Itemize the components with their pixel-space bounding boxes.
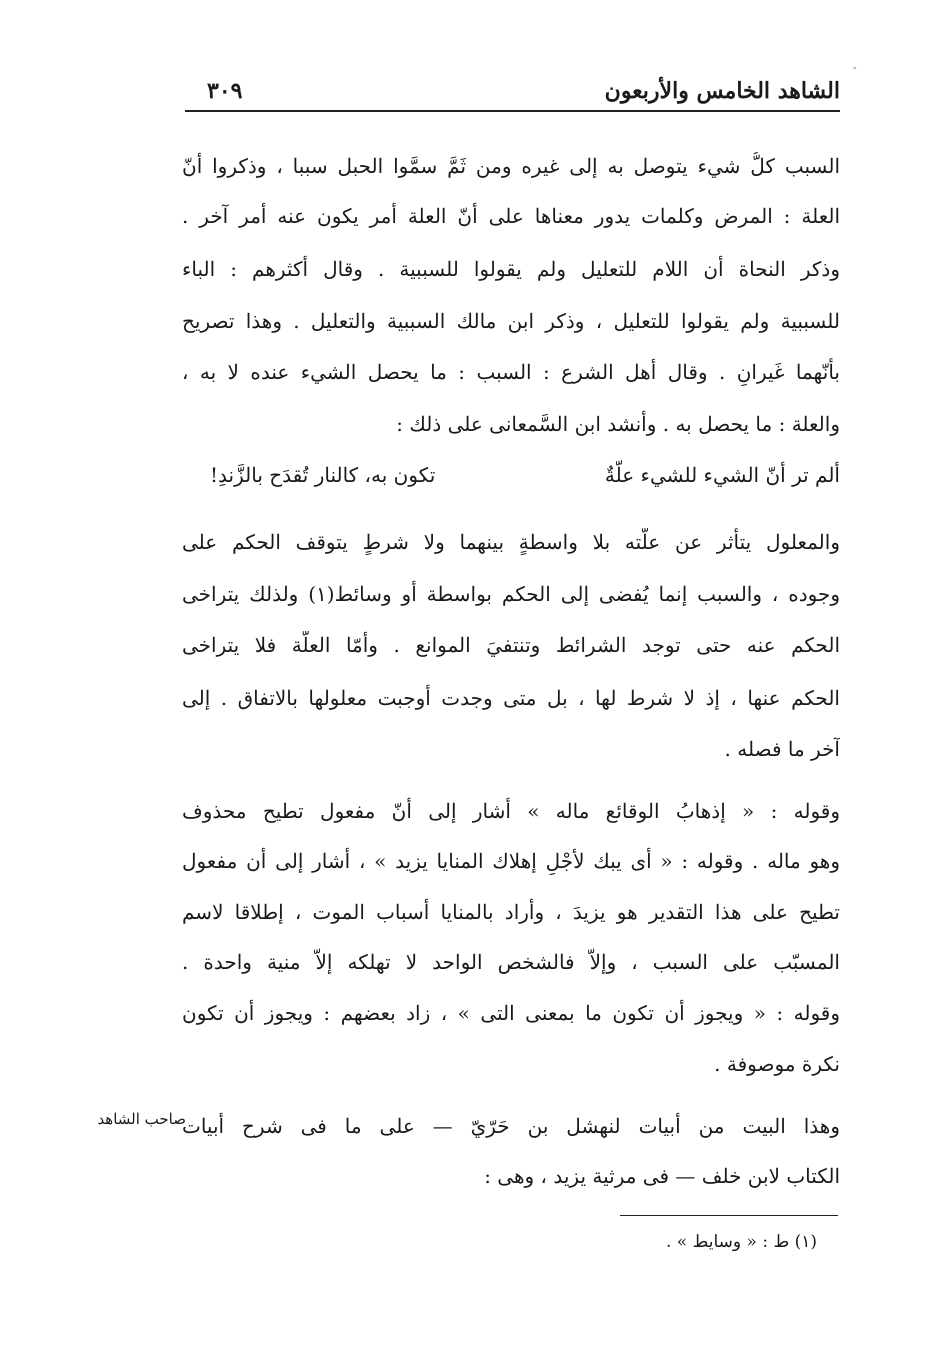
text-line: وذكر النحاة أن اللام للتعليل ولم يقولوا للسببية . وقال أكثرهم : الباء (182, 257, 840, 281)
verse-hemistich-second: تكون به، كالنار تُقدَح بالزَّندِ! (210, 463, 436, 487)
text-line: تطيح على هذا التقدير هو يزيدَ ، وأراد بالمنايا أسباب الموت ، إطلاقا لاسم (182, 900, 840, 924)
margin-note: صاحب الشاهد (97, 1110, 186, 1128)
text-line: وقوله : « ويجوز أن تكون ما بمعنى التى » ، زاد بعضهم : ويجوز أن تكون (182, 1001, 840, 1025)
text-line: وهو ماله . وقوله : « أى يبك لأجْلِ إهلاك المنايا يزيد » ، أشار إلى أن مفعول (182, 849, 840, 873)
footnote: (١) ط : « وسايط » . (666, 1232, 817, 1252)
text-line: السبب كلُّ شيء يتوصل به إلى غيره ومن ثَمَّ سمَّوا الحبل سببا ، وذكروا أنّ (182, 154, 840, 178)
text-line: والعلة : ما يحصل به . وأنشد ابن السَّمعانى على ذلك : (396, 412, 840, 436)
corner-mark: ˇ (852, 66, 858, 79)
poetry-verse (180, 463, 840, 495)
text-line: المسبّب على السبب ، وإلاّ فالشخص الواحد لا تهلكه إلاّ منية واحدة . (182, 950, 840, 974)
text-line: للسببية ولم يقولوا للتعليل ، وذكر ابن مالك السببية والتعليل . وهذا تصريح (182, 309, 840, 333)
running-title: الشاهد الخامس والأربعون (604, 78, 840, 104)
page-header (185, 78, 840, 112)
text-line: الكتاب لابن خلف — فى مرثية يزيد ، وهى : (484, 1164, 840, 1188)
text-line: العلة : المرض وكلمات يدور معناها على أنّ العلة أمر يكون عنه أمر آخر . (182, 204, 840, 228)
page-number: ٣٠٩ (207, 78, 243, 104)
text-line: آخر ما فصله . (724, 737, 840, 761)
text-line: وهذا البيت من أبيات لنهشل بن حَرّيّ — على ما فى شرح أبيات (182, 1114, 840, 1138)
text-line: وجوده ، والسبب إنما يُفضى إلى الحكم بواسطة أو وسائط(١) ولذلك يتراخى (182, 582, 840, 606)
text-line: والمعلول يتأثر عن علّته بلا واسطةٍ بينهما ولا شرطٍ يتوقف الحكم على (182, 530, 840, 554)
text-line: وقوله : « إذهابُ الوقائع ماله » أشار إلى أنّ مفعول تطيح محذوف (182, 799, 840, 823)
verse-hemistich-first: ألم تر أنّ الشيء للشيء علّةٌ (604, 463, 840, 487)
text-line: بأنّهما غَيرانِ . وقال أهل الشرع : السبب : ما يحصل الشيء عنده لا به ، (182, 360, 840, 384)
text-line: الحكم عنه حتى توجد الشرائط وتنتفيَ الموانع . وأمّا العلّة فلا يتراخى (182, 633, 840, 657)
footnote-divider (620, 1215, 838, 1216)
text-line: الحكم عنها ، إذ لا شرط لها ، بل متى وجدت أوجبت معلولها بالاتفاق . إلى (182, 686, 840, 710)
text-line: نكرة موصوفة . (714, 1052, 840, 1076)
